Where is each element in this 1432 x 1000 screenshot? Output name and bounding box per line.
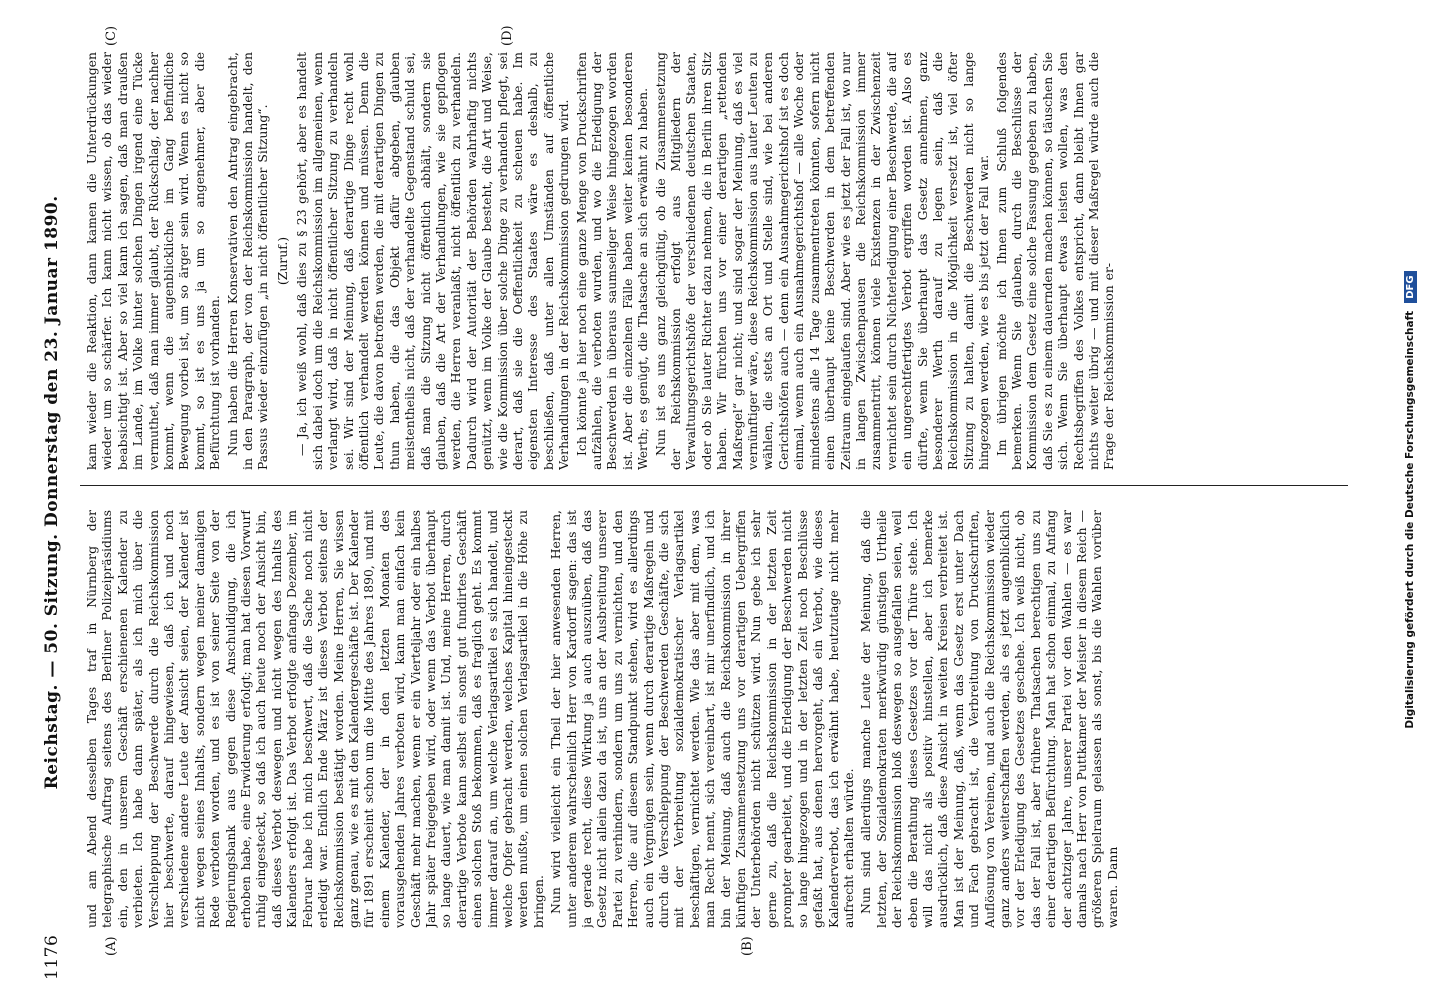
paragraph: kam wieder die Reaktion, dann kamen die Unterdrückungen wieder um so schärfer. Ich kann nicht wissen, ob das wieder beabsichtigt ist. Aber so viel kann ich sagen, daß man draußen im Lande, im Volke hinter solchen Dingen irgend eine Tücke vermuthet, daß man immer glaubt, der Rückschlag, der nachher kommt, wenn die augenblickliche im Gang befindliche Bewegung vorbei ist, um so ärger sein wird. Wenn es nicht so kommt, so ist es uns ja um so angenehmer, aber die Befürchtung ist vorhanden. [84,52,223,470]
paragraph: Nun ist es uns ganz gleichgültig, ob die Zusammensetzung der Reichskommission erfolgt aus Mitgliedern der Verwaltungsgerichtshöfe der verschiedenen deutschen Staaten, oder ob Sie lauter Richter dazu nehmen, die in Berlin ihren Sitz haben. Wir fürchten uns vor einer derartigen „rettenden Maßregel“ gar nicht; und sind sogar der Meinung, daß es viel vernünftiger wäre, diese Reichskommission aus lauter Leuten zu wählen, die stets an Ort und Stelle sind, wie bei anderen Gerichtshöfen auch — denn ein Ausnahmegerichtshof ist es doch einmal, wenn auch ein Ausnahmegerichtshof — alle Woche oder mindestens alle 14 Tage zusammentreten könnten, sofern nicht einen überhaupt keine Beschwerden in dem betreffenden Zeitraum eingelaufen sind. Aber wie es jetzt der Fall ist, wo nur in langen Zwischenpausen die Reichskommission immer zusammentritt, können viele Existenzen in der Zwischenzeit vernichtet sein durch Nichterledigung einer Beschwerde, die auf ein ungerechtfertigtes Verbot ergriffen worden ist. Also es dürfte, wenn Sie überhaupt das Gesetz annehmen, ganz besonderer Werth darauf zu legen sein, daß die Reichskommission in die Möglichkeit versetzt ist, viel öfter Sitzung zu halten, damit die Beschwerden nicht so lange hingezogen werden, wie es bis jetzt der Fall war. [652,52,992,470]
credit-text: Digitalisierung gefördert durch die Deutsche Forschungsgemeinschaft [1404,310,1416,729]
interjection: (Zuruf.) [274,236,290,286]
left-column [84,510,1344,928]
margin-marker-a: (A) [104,936,119,956]
paragraph: Nun sind allerdings manche Leute der Meinung, daß die letzten, der Sozialdemokraten merkwürdig günstigen Urtheile der Reichskommission bloß deswegen so ausgefallen seien, weil eben die Berathung dieses Gesetzes vor der Thüre stehe. Ich will das nicht als positiv hinstellen, aber ich bemerke ausdrücklich, daß diese Ansicht in weiten Kreisen verbreitet ist. Man ist der Meinung, daß, wenn das Gesetz erst unter Dach und Fach gebracht ist, die Verbreitung von Druckschriften, Auflösung von Vereinen, und auch die Reichskommission wieder ganz anders weiterschaffen werden, als es jetzt augenblicklich vor der Erledigung des Gesetzes geschehe. Ich weiß nicht, ob das der Fall ist, aber frühere Thatsachen berechtigen uns zu einer derartigen Befürchtung. Man hat schon einmal, zu Anfang der achtziger Jahre, unserer Partei vor den Wahlen — es war damals nach Herr von Puttkamer der Meister in diesem Reich — größeren Spielraum gelassen als sonst, bis die Wahlen vorüber waren. Dann [858,510,1120,928]
right-column [84,52,1344,470]
margin-marker-d: (D) [500,25,515,46]
page-number: 1176 [42,934,62,980]
page-header [32,20,72,980]
paragraph: Nun haben die Herren Konservativen den Antrag eingebracht, in den Paragraph, der von der Reichskommission handelt, den Passus wieder einzufügen „in nicht öffentlicher Sitzung“. [224,52,271,470]
margin-marker-c: (C) [104,25,119,46]
paragraph: und am Abend desselben Tages traf in Nürnberg der telegraphische Auftrag seitens des Berliner Polizeipräsidiums ein, den in unserem Geschäft erschienenen Kalender zu verbieten. Ich habe dann später, als ich mich über die Verschleppung der Beschwerde durch die Reichskommission hier beschwerte, darauf hingewiesen, daß ich und noch verschiedene andere Leute der Ansicht seien, der Kalender ist nicht wegen seines Inhalts, sondern wegen meiner damaligen Rede verboten worden, und es ist von seiner Seite von der Regierungsbank aus gegen diese Anschuldigung, die ich erhoben habe, eine Erwiderung erfolgt; man hat diesen Vorwurf ruhig eingesteckt, so daß ich auch heute noch der Ansicht bin, daß dieses Verbot deswegen und nicht wegen des Inhalts des Kalenders erfolgt ist. Das Verbot erfolgte anfangs Dezember, im Februar habe ich mich beschwert, daß die Sache noch nicht erledigt war. Endlich Ende März ist dieses Verbot seitens der Reichskommission bestätigt worden. Meine Herren, Sie wissen ganz genau, wie es mit den Kalendergeschäfte ist. Der Kalender für 1891 erscheint schon um die Mitte des Jahres 1890, und mit einem Kalender, der in den letzten Monaten des vorausgehenden Jahres verboten wird, kann man einfach kein Geschäft mehr machen, wenn er ein Vierteljahr oder ein halbes Jahr später freigegeben wird, oder wenn das Verbot überhaupt so lange dauert, wie man damit ist. Und, meine Herren, durch derartige Verbote kann selbst ein sonst gut fundirtes Geschäft einen solchen Stoß bekommen, daß es fraglich geht. Es kommt immer darauf an, um welche Verlagsartikel es sich handelt, und welche Opfer gebracht werden, welches Kapital hineingesteckt werden mußte, um einen solchen Verlagsartikel in die Höhe zu bringen. [84,510,546,928]
paragraph: Im übrigen möchte ich Ihnen zum Schluß folgendes bemerken. Wenn Sie glauben, durch die Beschlüsse der Kommission dem Gesetz eine solche Fassung gegeben zu haben, daß Sie es zu einem dauernden machen können, so täuschen Sie sich. Wenn Sie überhaupt etwas leisten wollen, was den Rechtsbegriffen des Volkes entspricht, dann bleibt Ihnen gar nichts weiter übrig — und mit dieser Maßregel würde auch die Frage der Reichskommission er- [993,52,1117,470]
paragraph: Ich könnte ja hier noch eine ganze Menge von Druckschriften aufzählen, die verboten wurden, und wo die Erledigung der Beschwerden in überaus saumseliger Weise hingezogen worden ist. Aber die einzelnen Fälle haben weiter keinen besonderen Werth; es genügt, die Thatsache an sich erwähnt zu haben. [573,52,651,470]
column-divider [80,485,1348,486]
dfg-logo: DFG [1404,271,1417,302]
paragraph: — Ja, ich weiß wohl, daß dies zu § 23 gehört, aber es handelt sich dabei doch um die Reichskommission im allgemeinen, wenn verlangt wird, daß in nicht öffentlicher Sitzung zu verhandeln sei. Wir sind der Meinung, daß derartige Dinge recht wohl öffentlich verhandelt werden können und müssen. Denn die Leute, die davon betroffen werden, die mit derartigen Dingen zu thun haben, die das Objekt dafür abgeben, glauben meistentheils nicht, daß der verhandelte Gegenstand schuld sei, daß man die Sitzung nicht öffentlich abhält, sondern sie glauben, daß die Art der Verhandlungen, wie sie gepflogen werden, die Herren veranlaßt, nicht öffentlich zu verhandeln. Dadurch wird der Autorität der Behörden wahrhaftig nichts genützt, wenn im Volke der Glaube besteht, die Art und Weise, wie die Kommission über solche Dinge zu verhandeln pflegt, sei derart, daß sie die Oeffentlichkeit zu scheuen habe. Im eigensten Interesse des Staates wäre es deshalb, zu beschließen, daß unter allen Umständen auf öffentliche Verhandlungen in der Reichskommission gedrungen wird. [294,52,572,470]
page-title: Reichstag. — 50. Sitzung. Donnerstag den 23. Januar 1890. [42,195,62,790]
margin-marker-b: (B) [740,936,755,956]
digitization-credit [1398,0,1422,1000]
paragraph: Nun wird vielleicht ein Theil der hier anwesenden Herren, unter anderem wahrscheinlich Herr von Kardorff sagen: das ist ja gerade recht, diese Wirkung ja auch auszuüben, daß das Gesetz nicht allein dazu da ist, uns an der Ausbreitung unserer Partei zu verhindern, sondern um uns zu vernichten, und den Herren, die auf diesem Standpunkt stehen, wird es allerdings auch ein Vergnügen sein, wenn durch derartige Maßregeln und durch die Verschleppung der Beschwerden Geschäfte, die sich mit der Verbreitung sozialdemokratischer Verlagsartikel beschäftigen, vernichtet werden. Wie das aber mit dem, was man Recht nennt, sich vereinbart, ist mir unerfindlich, und ich bin der Meinung, daß auch die Reichskommission in ihrer künftigen Zusammensetzung uns vor derartigen Uebergriffen der Unterbehörden nicht schützen wird. Nun gebe ich sehr gerne zu, daß die Reichskommission in der letzten Zeit prompter gearbeitet, und die Erledigung der Beschwerden nicht so lange hingezogen und in der letzten Zeit noch Beschlüsse gefaßt hat, aus denen hervorgeht, daß ein Verbot, wie dieses Kalenderverbot, das ich erwähnt habe, heutzutage nicht mehr aufrecht erhalten würde. [548,510,856,928]
